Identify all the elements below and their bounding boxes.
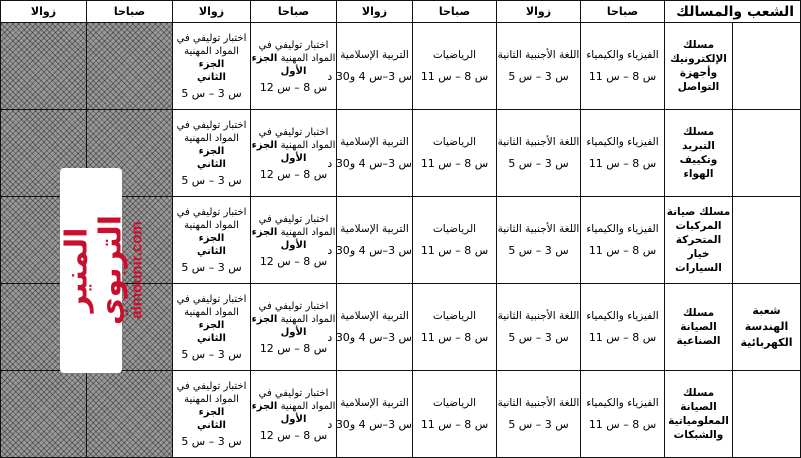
branch-label: مسلك الإلكترونيك وأجهزة التواصل bbox=[670, 39, 727, 93]
header-branches: الشعب والمسالك bbox=[665, 1, 801, 23]
exam-part-number: الأول bbox=[280, 152, 307, 164]
physics-cell bbox=[581, 110, 665, 197]
time-label: س 8 – س 11 bbox=[588, 418, 657, 431]
table-row bbox=[1, 23, 801, 110]
header-afternoon-day3: زوالا bbox=[173, 1, 251, 23]
time-label: س 8 – س 11 bbox=[420, 157, 489, 170]
time-label: س 8 – س 11 bbox=[588, 331, 657, 344]
time-label: س 8 – س 11 bbox=[420, 70, 489, 83]
exam-part-number: الثاني bbox=[197, 246, 226, 257]
exam-part-number: الثاني bbox=[197, 72, 226, 83]
time-label: س 8 – س 12 bbox=[259, 341, 328, 355]
exam-part-number: الأول bbox=[280, 65, 307, 77]
exam-line2: المواد المهنية bbox=[184, 46, 239, 57]
branch-label: مسلك الصيانة المعلومياتية والشبكات bbox=[668, 387, 729, 441]
exam-part-word: الجزء bbox=[251, 400, 278, 412]
math-cell bbox=[413, 110, 497, 197]
subject-label: اللغة الأجنبية الثانية bbox=[497, 397, 580, 409]
language-cell bbox=[497, 23, 581, 110]
islamic-cell bbox=[327, 371, 413, 458]
exam-part2-cell bbox=[173, 110, 251, 197]
time-label: س 8 – س 12 bbox=[259, 428, 328, 442]
exam-part2-cell bbox=[173, 197, 251, 284]
branch-cell bbox=[665, 284, 733, 371]
math-cell bbox=[413, 197, 497, 284]
exam-part-word: الجزء bbox=[251, 313, 278, 325]
exam-line1: اختبار توليفي في bbox=[176, 381, 247, 392]
subject-label: الفيزياء والكيمياء bbox=[586, 310, 659, 322]
time-label: س 8 – س 12 bbox=[259, 167, 328, 181]
header-morning-day4: صباحا bbox=[87, 1, 173, 23]
branch-cell bbox=[665, 197, 733, 284]
islamic-cell bbox=[327, 197, 413, 284]
exam-line1: اختبار توليفي في bbox=[258, 387, 329, 399]
math-cell bbox=[413, 23, 497, 110]
subject-label: التربية الإسلامية bbox=[340, 397, 409, 409]
language-cell bbox=[497, 371, 581, 458]
section-spacer bbox=[733, 197, 801, 284]
exam-part-number: الثاني bbox=[197, 159, 226, 170]
branch-cell bbox=[665, 371, 733, 458]
section-spacer bbox=[733, 23, 801, 110]
time-label: س 3 – س 5 bbox=[508, 70, 569, 83]
exam-line2: المواد المهنية bbox=[184, 394, 239, 405]
watermark-logo bbox=[59, 168, 146, 373]
time-label: س 3 – س 5 bbox=[181, 174, 242, 187]
subject-label: التربية الإسلامية bbox=[340, 223, 409, 235]
time-label: س 3–س 4 و30 د bbox=[327, 331, 412, 344]
exam-line2: المواد المهنية bbox=[184, 133, 239, 144]
time-label: س 3 – س 5 bbox=[508, 244, 569, 257]
header-morning-day2: صباحا bbox=[413, 1, 497, 23]
time-label: س 8 – س 11 bbox=[588, 157, 657, 170]
exam-part-number: الأول bbox=[280, 326, 307, 338]
subject-label: الفيزياء والكيمياء bbox=[586, 397, 659, 409]
exam-line1: اختبار توليفي في bbox=[176, 33, 247, 44]
empty-cell bbox=[1, 371, 87, 458]
exam-part-number: الأول bbox=[280, 239, 307, 251]
exam-part2-cell bbox=[173, 284, 251, 371]
time-label: س 8 – س 11 bbox=[588, 244, 657, 257]
subject-label: الفيزياء والكيمياء bbox=[586, 49, 659, 61]
header-afternoon-day4: زوالا bbox=[1, 1, 87, 23]
exam-part-number: الأول bbox=[280, 413, 307, 425]
islamic-cell bbox=[327, 110, 413, 197]
exam-line2: المواد المهنية bbox=[184, 220, 239, 231]
subject-label: اللغة الأجنبية الثانية bbox=[497, 223, 580, 235]
exam-part-number: الثاني bbox=[197, 333, 226, 344]
section-spacer bbox=[733, 110, 801, 197]
exam-part2-cell bbox=[173, 23, 251, 110]
exam-line2: المواد المهنية bbox=[280, 52, 336, 64]
branch-label: مسلك الصيانة الصناعية bbox=[676, 307, 721, 347]
exam-part-number: الثاني bbox=[197, 420, 226, 431]
exam-part1-cell bbox=[251, 197, 337, 284]
exam-line2: المواد المهنية bbox=[280, 226, 336, 238]
time-label: س 8 – س 11 bbox=[588, 70, 657, 83]
subject-label: الفيزياء والكيمياء bbox=[586, 136, 659, 148]
branch-label: مسلك صيانة المركبات المتحركة خيار السيارات bbox=[666, 206, 731, 274]
time-label: س 3 – س 5 bbox=[181, 348, 242, 361]
exam-part2-cell bbox=[173, 371, 251, 458]
subject-label: الفيزياء والكيمياء bbox=[586, 223, 659, 235]
subject-label: التربية الإسلامية bbox=[340, 310, 409, 322]
exam-line1: اختبار توليفي في bbox=[258, 39, 329, 51]
subject-label: الرياضيات bbox=[432, 310, 477, 322]
header-morning-day1: صباحا bbox=[581, 1, 665, 23]
subject-label: الرياضيات bbox=[432, 223, 477, 235]
time-label: س 3–س 4 و30 د bbox=[327, 70, 412, 83]
subject-label: اللغة الأجنبية الثانية bbox=[497, 136, 580, 148]
section-label: شعبة الهندسة الكهربائية bbox=[740, 304, 793, 349]
watermark-text bbox=[59, 168, 146, 373]
subject-label: التربية الإسلامية bbox=[340, 136, 409, 148]
exam-part1-cell bbox=[251, 23, 337, 110]
exam-line2: المواد المهنية bbox=[280, 139, 336, 151]
watermark-title: المنير التربوي bbox=[59, 214, 129, 326]
time-label: س 3–س 4 و30 د bbox=[327, 157, 412, 170]
exam-part1-cell bbox=[251, 284, 337, 371]
time-label: س 3–س 4 و30 د bbox=[327, 418, 412, 431]
header-afternoon-day2: زوالا bbox=[337, 1, 413, 23]
exam-line1: اختبار توليفي في bbox=[258, 213, 329, 225]
time-label: س 8 – س 11 bbox=[420, 418, 489, 431]
islamic-cell bbox=[327, 284, 413, 371]
exam-line1: اختبار توليفي في bbox=[258, 126, 329, 138]
time-label: س 3 – س 5 bbox=[508, 157, 569, 170]
header-morning-day3: صباحا bbox=[251, 1, 337, 23]
islamic-cell bbox=[327, 23, 413, 110]
time-label: س 3 – س 5 bbox=[181, 435, 242, 448]
time-label: س 3 – س 5 bbox=[181, 87, 242, 100]
exam-line1: اختبار توليفي في bbox=[176, 294, 247, 305]
exam-part-word: الجزء bbox=[198, 320, 225, 331]
math-cell bbox=[413, 284, 497, 371]
time-label: س 8 – س 11 bbox=[420, 331, 489, 344]
exam-part-word: الجزء bbox=[198, 59, 225, 70]
language-cell bbox=[497, 284, 581, 371]
exam-part-word: الجزء bbox=[251, 226, 278, 238]
exam-part-word: الجزء bbox=[251, 52, 278, 64]
exam-part-word: الجزء bbox=[198, 146, 225, 157]
exam-line1: اختبار توليفي في bbox=[258, 300, 329, 312]
exam-line1: اختبار توليفي في bbox=[176, 207, 247, 218]
time-label: س 3 – س 5 bbox=[508, 331, 569, 344]
exam-part1-cell bbox=[251, 371, 337, 458]
section-cell bbox=[733, 284, 801, 371]
exam-line1: اختبار توليفي في bbox=[176, 120, 247, 131]
language-cell bbox=[497, 110, 581, 197]
table-row bbox=[1, 371, 801, 458]
subject-label: اللغة الأجنبية الثانية bbox=[497, 310, 580, 322]
empty-cell bbox=[87, 23, 173, 110]
math-cell bbox=[413, 371, 497, 458]
empty-cell bbox=[87, 371, 173, 458]
exam-part-word: الجزء bbox=[198, 407, 225, 418]
subject-label: الرياضيات bbox=[432, 49, 477, 61]
time-label: س 3 – س 5 bbox=[508, 418, 569, 431]
header-afternoon-day1: زوالا bbox=[497, 1, 581, 23]
time-label: س 3–س 4 و30 د bbox=[327, 244, 412, 257]
subject-label: اللغة الأجنبية الثانية bbox=[497, 49, 580, 61]
branch-label: مسلك التبريد وتكييف الهواء bbox=[679, 126, 718, 180]
empty-cell bbox=[1, 23, 87, 110]
watermark-url: almounir.com bbox=[128, 221, 146, 319]
exam-line2: المواد المهنية bbox=[280, 313, 336, 325]
physics-cell bbox=[581, 371, 665, 458]
header-row bbox=[1, 1, 801, 23]
time-label: س 8 – س 11 bbox=[420, 244, 489, 257]
time-label: س 8 – س 12 bbox=[259, 254, 328, 268]
exam-part1-cell bbox=[251, 110, 337, 197]
physics-cell bbox=[581, 284, 665, 371]
physics-cell bbox=[581, 23, 665, 110]
subject-label: التربية الإسلامية bbox=[340, 49, 409, 61]
branch-cell bbox=[665, 110, 733, 197]
section-spacer bbox=[733, 371, 801, 458]
language-cell bbox=[497, 197, 581, 284]
exam-line2: المواد المهنية bbox=[280, 400, 336, 412]
exam-part-word: الجزء bbox=[198, 233, 225, 244]
time-label: س 3 – س 5 bbox=[181, 261, 242, 274]
physics-cell bbox=[581, 197, 665, 284]
exam-part-word: الجزء bbox=[251, 139, 278, 151]
subject-label: الرياضيات bbox=[432, 136, 477, 148]
time-label: س 8 – س 12 bbox=[259, 80, 328, 94]
subject-label: الرياضيات bbox=[432, 397, 477, 409]
exam-line2: المواد المهنية bbox=[184, 307, 239, 318]
branch-cell bbox=[665, 23, 733, 110]
